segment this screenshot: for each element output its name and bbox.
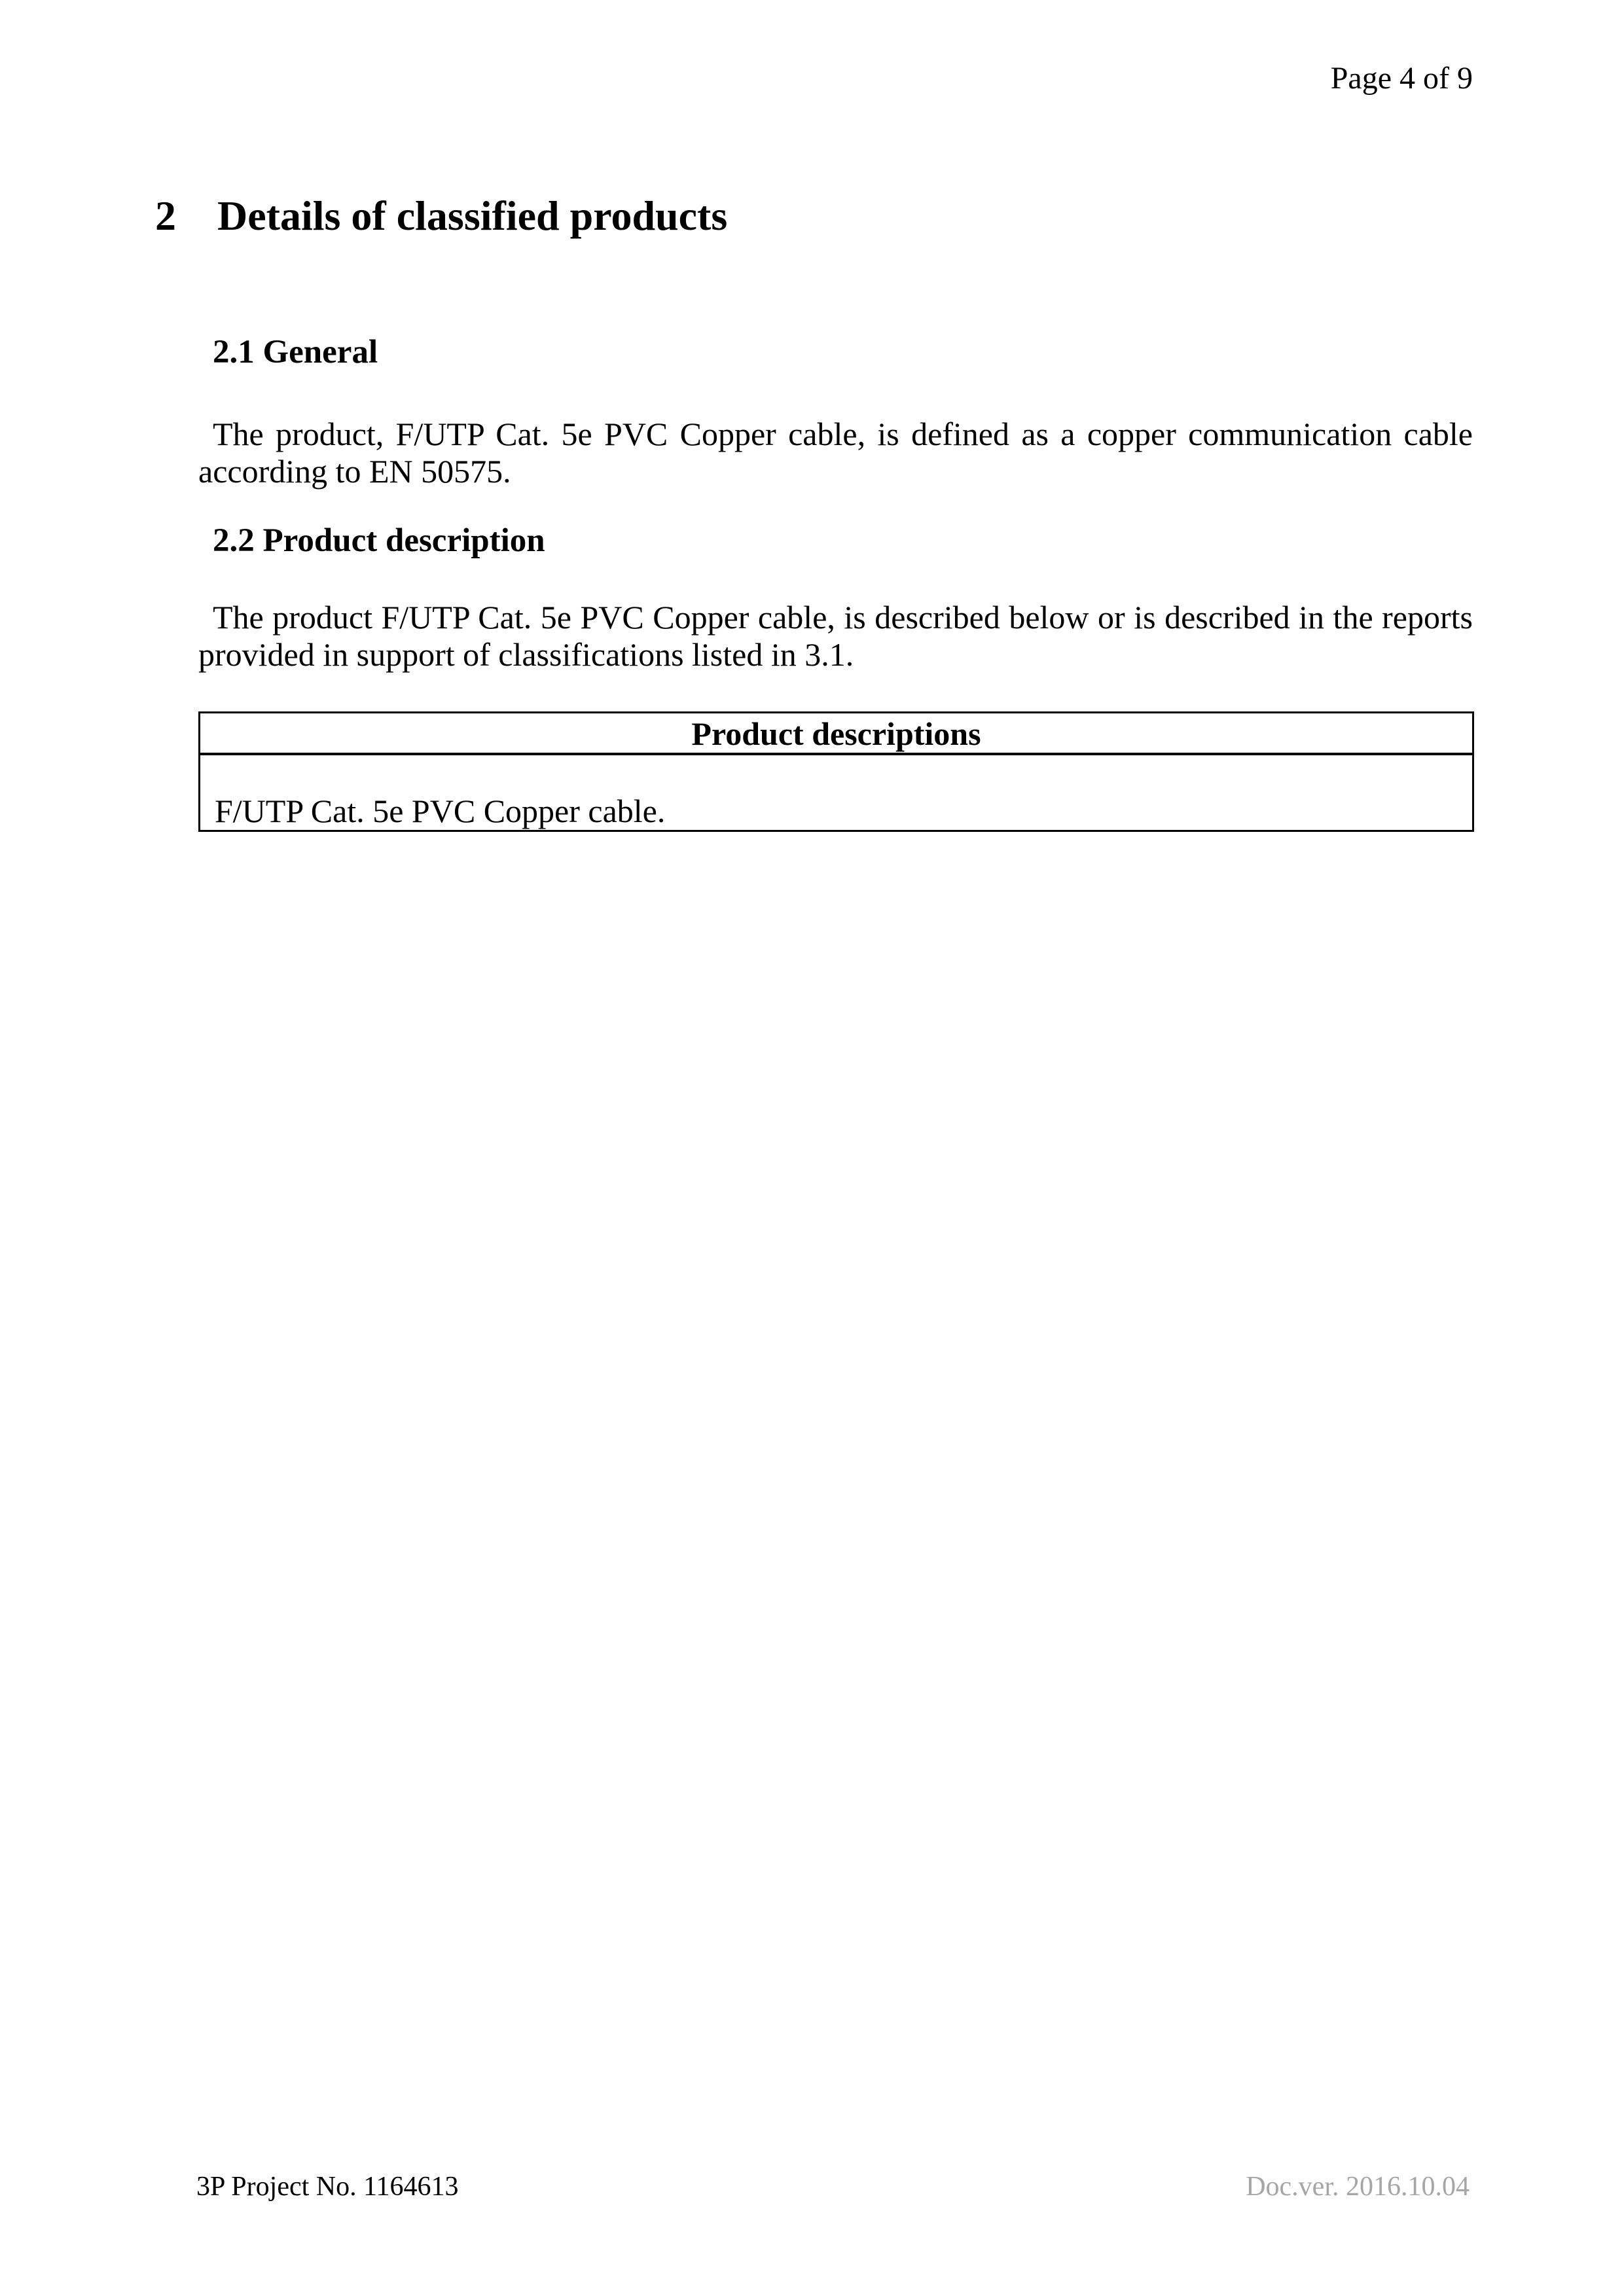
footer-doc-version: Doc.ver. 2016.10.04 [1246, 2172, 1470, 2202]
table-header-cell: Product descriptions [200, 713, 1473, 755]
paragraph-line: The product F/UTP Cat. 5e PVC Copper cable, is described below or is described in the reports [213, 599, 1473, 636]
main-heading-title: Details of classified products [217, 192, 728, 239]
paragraph-line: provided in support of classifications listed in 3.1. [198, 636, 854, 673]
main-heading-number: 2 [155, 192, 176, 239]
main-heading [155, 192, 728, 239]
paragraph-line: The product, F/UTP Cat. 5e PVC Copper cable, is defined as a copper communication cable [213, 416, 1473, 452]
page-number: Page 4 of 9 [1330, 61, 1473, 96]
table-row [200, 754, 1473, 831]
table-header-row [200, 713, 1473, 755]
paragraph-line: according to EN 50575. [198, 453, 511, 490]
section-heading-2-1: 2.1 General [213, 334, 378, 370]
product-descriptions-table [198, 711, 1474, 832]
table-body-cell: F/UTP Cat. 5e PVC Copper cable. [200, 754, 1473, 831]
paragraph-general [198, 416, 1473, 490]
paragraph-product-description [198, 599, 1473, 673]
section-heading-2-2: 2.2 Product description [213, 522, 545, 559]
footer-project-number: 3P Project No. 1164613 [196, 2172, 459, 2202]
